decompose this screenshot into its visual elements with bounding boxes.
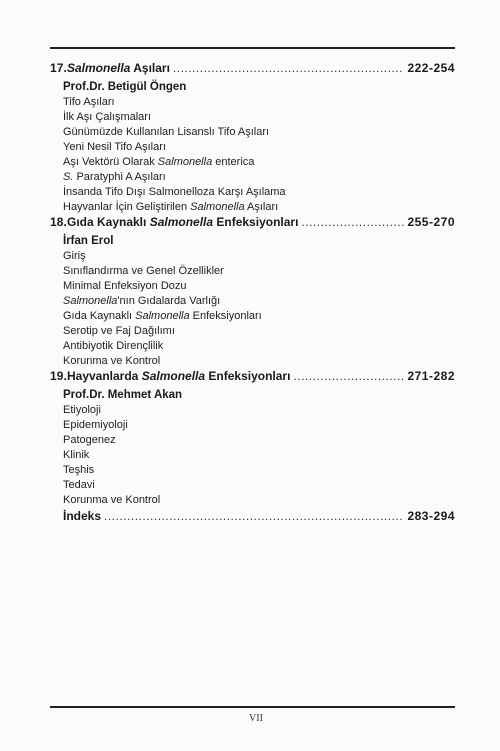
subsection-item	[50, 463, 455, 478]
text-run: Aşı Vektörü Olarak	[63, 156, 158, 168]
text-run: Epidemiyoloji	[63, 419, 128, 431]
text-run: İlk Aşı Çalışmaları	[63, 111, 152, 123]
subsection-item	[50, 493, 455, 508]
leader-dots	[104, 509, 404, 523]
subsection-item	[50, 170, 455, 185]
text-run: 'nın Gıdalarda Varlığı	[117, 295, 221, 307]
table-of-contents	[50, 61, 455, 528]
index-title: İndeks	[63, 509, 102, 523]
text-run: Korunma ve Kontrol	[63, 494, 161, 506]
chapter-pages: 255-270	[407, 215, 455, 229]
subsection-item	[50, 324, 455, 339]
text-run: Gıda Kaynaklı	[66, 215, 150, 229]
subsection-item	[50, 279, 455, 294]
subsection-item	[50, 125, 455, 140]
text-run: Paratyphi A Aşıları	[73, 171, 166, 183]
toc-entry-chapter[interactable]	[50, 215, 455, 234]
italic-text: Salmonella	[190, 201, 245, 213]
text-run: Enfeksiyonları	[189, 310, 262, 322]
text-run: Teşhis	[63, 464, 95, 476]
text-run: Sınıflandırma ve Genel Özellikler	[63, 265, 224, 277]
subsection-item	[50, 200, 455, 215]
page-number: VII	[249, 713, 263, 724]
chapter-title	[67, 369, 290, 383]
text-run: Hayvanlar İçin Geliştirilen	[63, 201, 191, 213]
text-run: Gıda Kaynaklı	[63, 310, 136, 322]
italic-text: Salmonella	[149, 215, 214, 229]
chapter-pages: 222-254	[407, 61, 455, 75]
leader-dots	[301, 215, 404, 229]
text-run: Aşıları	[244, 201, 279, 213]
chapter-author: Prof.Dr. Mehmet Akan	[63, 389, 183, 401]
subsection-item	[50, 433, 455, 448]
chapter-author: Prof.Dr. Betigül Öngen	[63, 81, 187, 93]
subsection-item	[50, 264, 455, 279]
text-run: Klinik	[63, 449, 90, 461]
chapter-author: İrfan Erol	[63, 235, 114, 247]
text-run: Yeni Nesil Tifo Aşıları	[63, 141, 166, 153]
chapter-title	[67, 215, 298, 229]
text-run: Serotip ve Faj Dağılımı	[63, 325, 175, 337]
text-run: Tifo Aşıları	[63, 96, 115, 108]
text-run: Günümüzde Kullanılan Lisanslı Tifo Aşıları	[63, 126, 270, 138]
text-run: Korunma ve Kontrol	[63, 355, 161, 367]
text-run: enterica	[212, 156, 255, 168]
subsection-item	[50, 110, 455, 125]
chapter-title	[67, 61, 170, 75]
chapter-number: 17.	[50, 61, 67, 75]
italic-text: Salmonella	[141, 369, 206, 383]
text-run: Enfeksiyonları	[213, 215, 299, 229]
chapter-pages: 271-282	[407, 369, 455, 383]
leader-dots	[293, 369, 404, 383]
toc-entry-chapter[interactable]	[50, 61, 455, 80]
subsection-item	[50, 155, 455, 170]
subsection-item	[50, 309, 455, 324]
subsection-item	[50, 294, 455, 309]
italic-text: Salmonella	[66, 61, 131, 75]
text-run: Etiyoloji	[63, 404, 101, 416]
italic-text: Salmonella	[157, 156, 213, 168]
text-run: İnsanda Tifo Dışı Salmonelloza Karşı Aşılama	[63, 186, 286, 198]
subsection-item	[50, 140, 455, 155]
index-pages: 283-294	[407, 509, 455, 523]
text-run: Giriş	[63, 250, 86, 262]
leader-dots	[173, 61, 405, 75]
text-run: Patogenez	[63, 434, 116, 446]
subsection-item	[50, 478, 455, 493]
chapter-number: 19.	[50, 369, 67, 383]
italic-text: Salmonella	[63, 295, 118, 307]
toc-entry-chapter[interactable]	[50, 369, 455, 388]
text-run: Antibiyotik Dirençlilik	[63, 340, 164, 352]
text-run: Aşıları	[130, 61, 170, 75]
subsection-item	[50, 185, 455, 200]
text-run: Minimal Enfeksiyon Dozu	[63, 280, 187, 292]
top-rule	[50, 47, 455, 49]
text-run: Tedavi	[63, 479, 95, 491]
text-run: Hayvanlarda	[66, 369, 142, 383]
subsection-item	[50, 354, 455, 369]
italic-text: Salmonella	[135, 310, 190, 322]
subsection-item	[50, 448, 455, 463]
chapter-number: 18.	[50, 215, 67, 229]
subsection-item	[50, 249, 455, 264]
italic-text: S.	[63, 171, 74, 183]
toc-entry-index[interactable]	[63, 509, 455, 528]
bottom-rule	[50, 706, 455, 708]
subsection-item	[50, 403, 455, 418]
subsection-item	[50, 95, 455, 110]
subsection-item	[50, 339, 455, 354]
text-run: Enfeksiyonları	[205, 369, 291, 383]
subsection-item	[50, 418, 455, 433]
